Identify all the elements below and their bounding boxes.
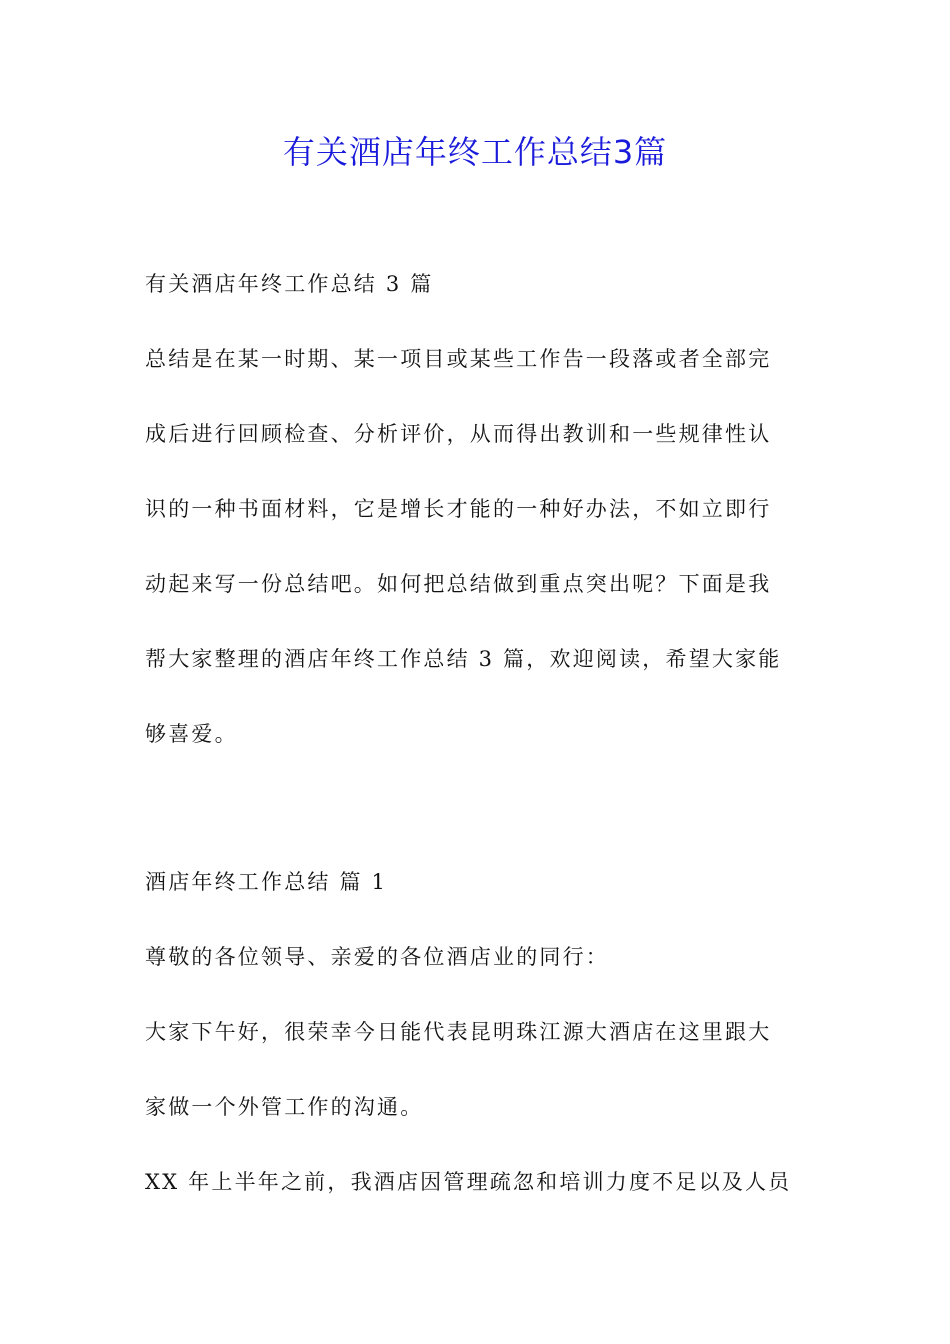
salutation-line: 尊敬的各位领导、亲爱的各位酒店业的同行： xyxy=(145,945,609,969)
intro-line-1: 总结是在某一时期、某一项目或某些工作告一段落或者全部完 xyxy=(145,347,772,371)
paragraph-line-2: 家做一个外管工作的沟通。 xyxy=(145,1095,424,1119)
intro-line-3: 识的一种书面材料，它是增长才能的一种好办法，不如立即行 xyxy=(145,497,772,521)
intro-line-6: 够喜爱。 xyxy=(145,722,238,746)
intro-line-4: 动起来写一份总结吧。如何把总结做到重点突出呢？下面是我 xyxy=(145,572,772,596)
intro-line-2: 成后进行回顾检查、分析评价，从而得出教训和一些规律性认 xyxy=(145,422,772,446)
document-title: 有关酒店年终工作总结3篇 xyxy=(282,133,668,171)
subtitle-line: 有关酒店年终工作总结 3 篇 xyxy=(145,272,434,296)
paragraph-line-3: XX 年上半年之前，我酒店因管理疏忽和培训力度不足以及人员 xyxy=(145,1170,792,1194)
paragraph-line-1: 大家下午好，很荣幸今日能代表昆明珠江源大酒店在这里跟大 xyxy=(145,1020,772,1044)
intro-line-5: 帮大家整理的酒店年终工作总结 3 篇，欢迎阅读，希望大家能 xyxy=(145,647,782,671)
section-heading-1: 酒店年终工作总结 篇 1 xyxy=(145,870,388,894)
